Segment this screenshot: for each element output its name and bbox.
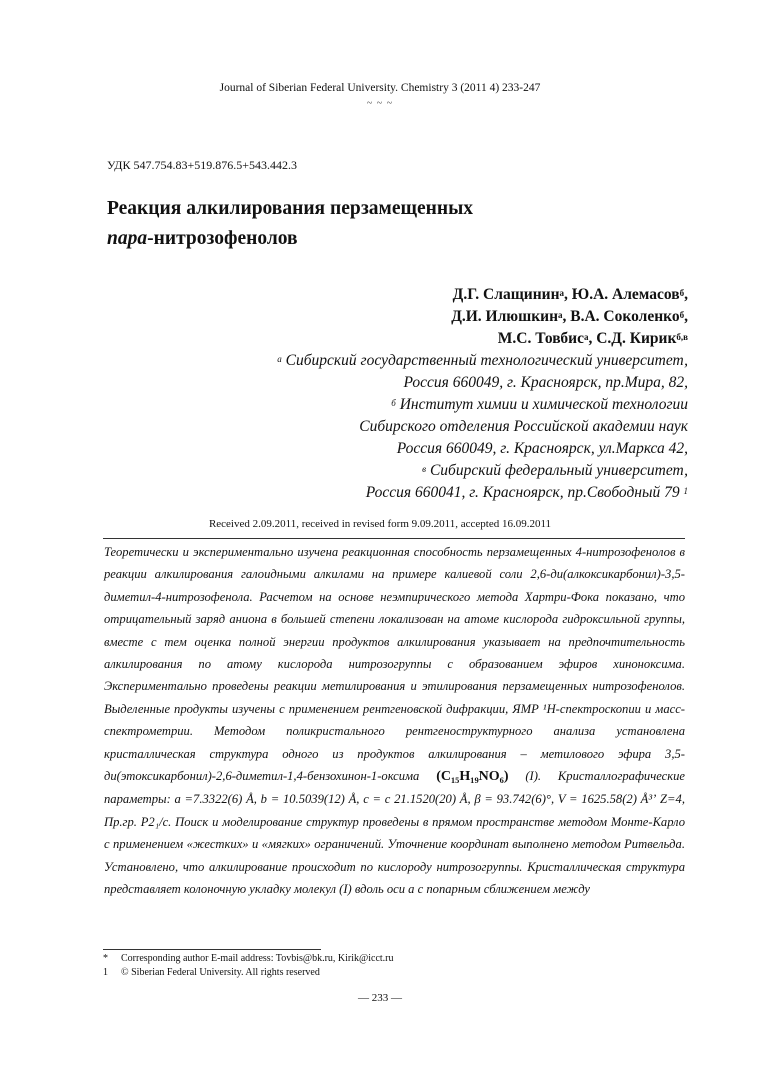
author-sep: , [588,330,597,347]
affiliation-line [277,460,688,482]
footnote-text: Corresponding author E-mail address: Tovbis@bk.ru, Kirik@icct.ru [121,953,394,964]
journal-header: Journal of Siberian Federal University. Chemistry 3 (2011 4) 233-247 [219,82,541,94]
footnote-divider [103,949,321,950]
author-sup: б [679,310,685,320]
affiliation-sup: в [422,464,427,474]
received-dates: Received 2.09.2011, received in revised form 9.09.2011, accepted 16.09.2011 [208,518,552,530]
author-name: М.С. Товбис [497,330,584,347]
abstract [104,541,685,901]
author-name: С.Д. Кирик [596,330,677,347]
footnote-ref[interactable]: 1 [683,486,688,496]
author-line-1 [451,284,688,306]
udk-code: УДК 547.754.83+519.876.5+543.442.3 [107,158,298,172]
affiliation-sup: б [391,398,396,408]
abstract-text-1: Теоретически и экспериментально изучена реакционная способность перзамещенных 4-нитрозофенолов в реакции алкилирования галоидными алкилами на примере калиевой соли 2,6-ди(алкоксикарбонил)-3,5-диметил-4-нитрозофенола. Расчетом на основе неэмпирического метода Хартри-Фока показано, что отрицательный заряд аниона в большей степени локализован на атоме кислорода гидроксильной группы, вместе с тем оценка полной энергии продуктов алкилирования указывает на предпочтительность алкилирования по атому кислорода нитрозогруппы с образованием эфиров хиноноксима. Экспериментально проведены реакции метилирования и этилирования перзамещенных нитрозофенолов. Выделенные продукты изучены с применением рентгеновской дифракции, ЯМР ¹H-спектроскопии и масс-спектрометрии. Методом поликристального рентгеноструктурного анализа установлена кристаллическая структура одного из продуктов алкилирования – метилового эфира 3,5-ди(этоксикарбонил)-2,6-диметил-1,4-бензохинон-1-оксима [104,545,685,784]
author-name: Ю.А. Алемасов [571,286,680,303]
affiliation-line [277,416,688,438]
affiliation-list [277,350,688,504]
author-sup: б,в [676,332,688,342]
title-line-2 [107,224,473,254]
affiliation-sup: а [277,354,282,364]
affiliation-line [277,350,688,372]
author-name: В.А. Соколенко [570,308,680,325]
affiliation-line [277,394,688,416]
author-sep: , [684,308,688,325]
author-name: Д.И. Илюшкин [451,308,559,325]
affiliation-text: Сибирский государственный технологический университет, [285,352,688,369]
affiliation-line [277,438,688,460]
author-name: Д.Г. Слащинин [452,286,560,303]
abstract-text-2: (I). Кристаллографические параметры: a =7.3322(6) Å, b = 10.5039(12) Å, c = c 21.1520(20) Å, β = 93.742(6)°, V = 1625.58(2) Å³ʼ Z=4, Пр.гр. P2₁/c. Поиск и моделирование структур проведены в прямом пространстве методом Монте-Карло с применением «жестких» и «мягких» ограничений. Уточнение координат выполнено методом Ритвельда. Установлено, что алкилирование происходит по кислороду нитрозогруппы. Кристаллическая структура представляет колоночную укладку молекул (I) вдоль оси a с попарным сближением между [104,769,685,897]
author-sup: а [559,288,565,298]
affiliation-line [277,372,688,394]
author-sup: а [583,332,589,342]
footnote [103,952,394,966]
author-line-3 [451,328,688,350]
affiliation-text: Институт химии и химической технологии [399,396,688,413]
author-list [451,284,688,350]
title-line-2-rest: -нитрозофенолов [147,228,298,249]
affiliation-text: Россия 660049, г. Красноярск, ул.Маркса 42, [396,440,688,457]
author-line-2 [451,306,688,328]
chemical-formula: (C₁₅H₁₉NO₆) [436,769,509,785]
affiliation-text: Россия 660041, г. Красноярск, пр.Свободный 79 [365,484,680,501]
affiliation-line [277,482,688,504]
footnotes [103,952,394,980]
affiliation-text: Сибирский федеральный университет, [429,462,688,479]
footnote-text: © Siberian Federal University. All rights reserved [121,967,320,978]
footnote-mark: 1 [103,967,108,978]
header-ornament: ~ ~ ~ [366,98,394,109]
footnote [103,966,394,980]
affiliation-text: Сибирского отделения Российской академии наук [359,418,688,435]
page-number: — 233 — [358,992,402,1004]
footnote-mark: * [103,953,108,964]
paper-title [107,194,473,254]
title-italic-word: пара [107,228,148,249]
author-sep: , [564,286,572,303]
title-line-1: Реакция алкилирования перзамещенных [107,198,474,219]
affiliation-text: Россия 660049, г. Красноярск, пр.Мира, 82, [403,374,688,391]
author-sep: , [562,308,571,325]
author-sep: , [684,286,688,303]
author-sup: а [558,310,563,320]
divider [103,538,685,539]
author-sup: б [679,288,685,298]
